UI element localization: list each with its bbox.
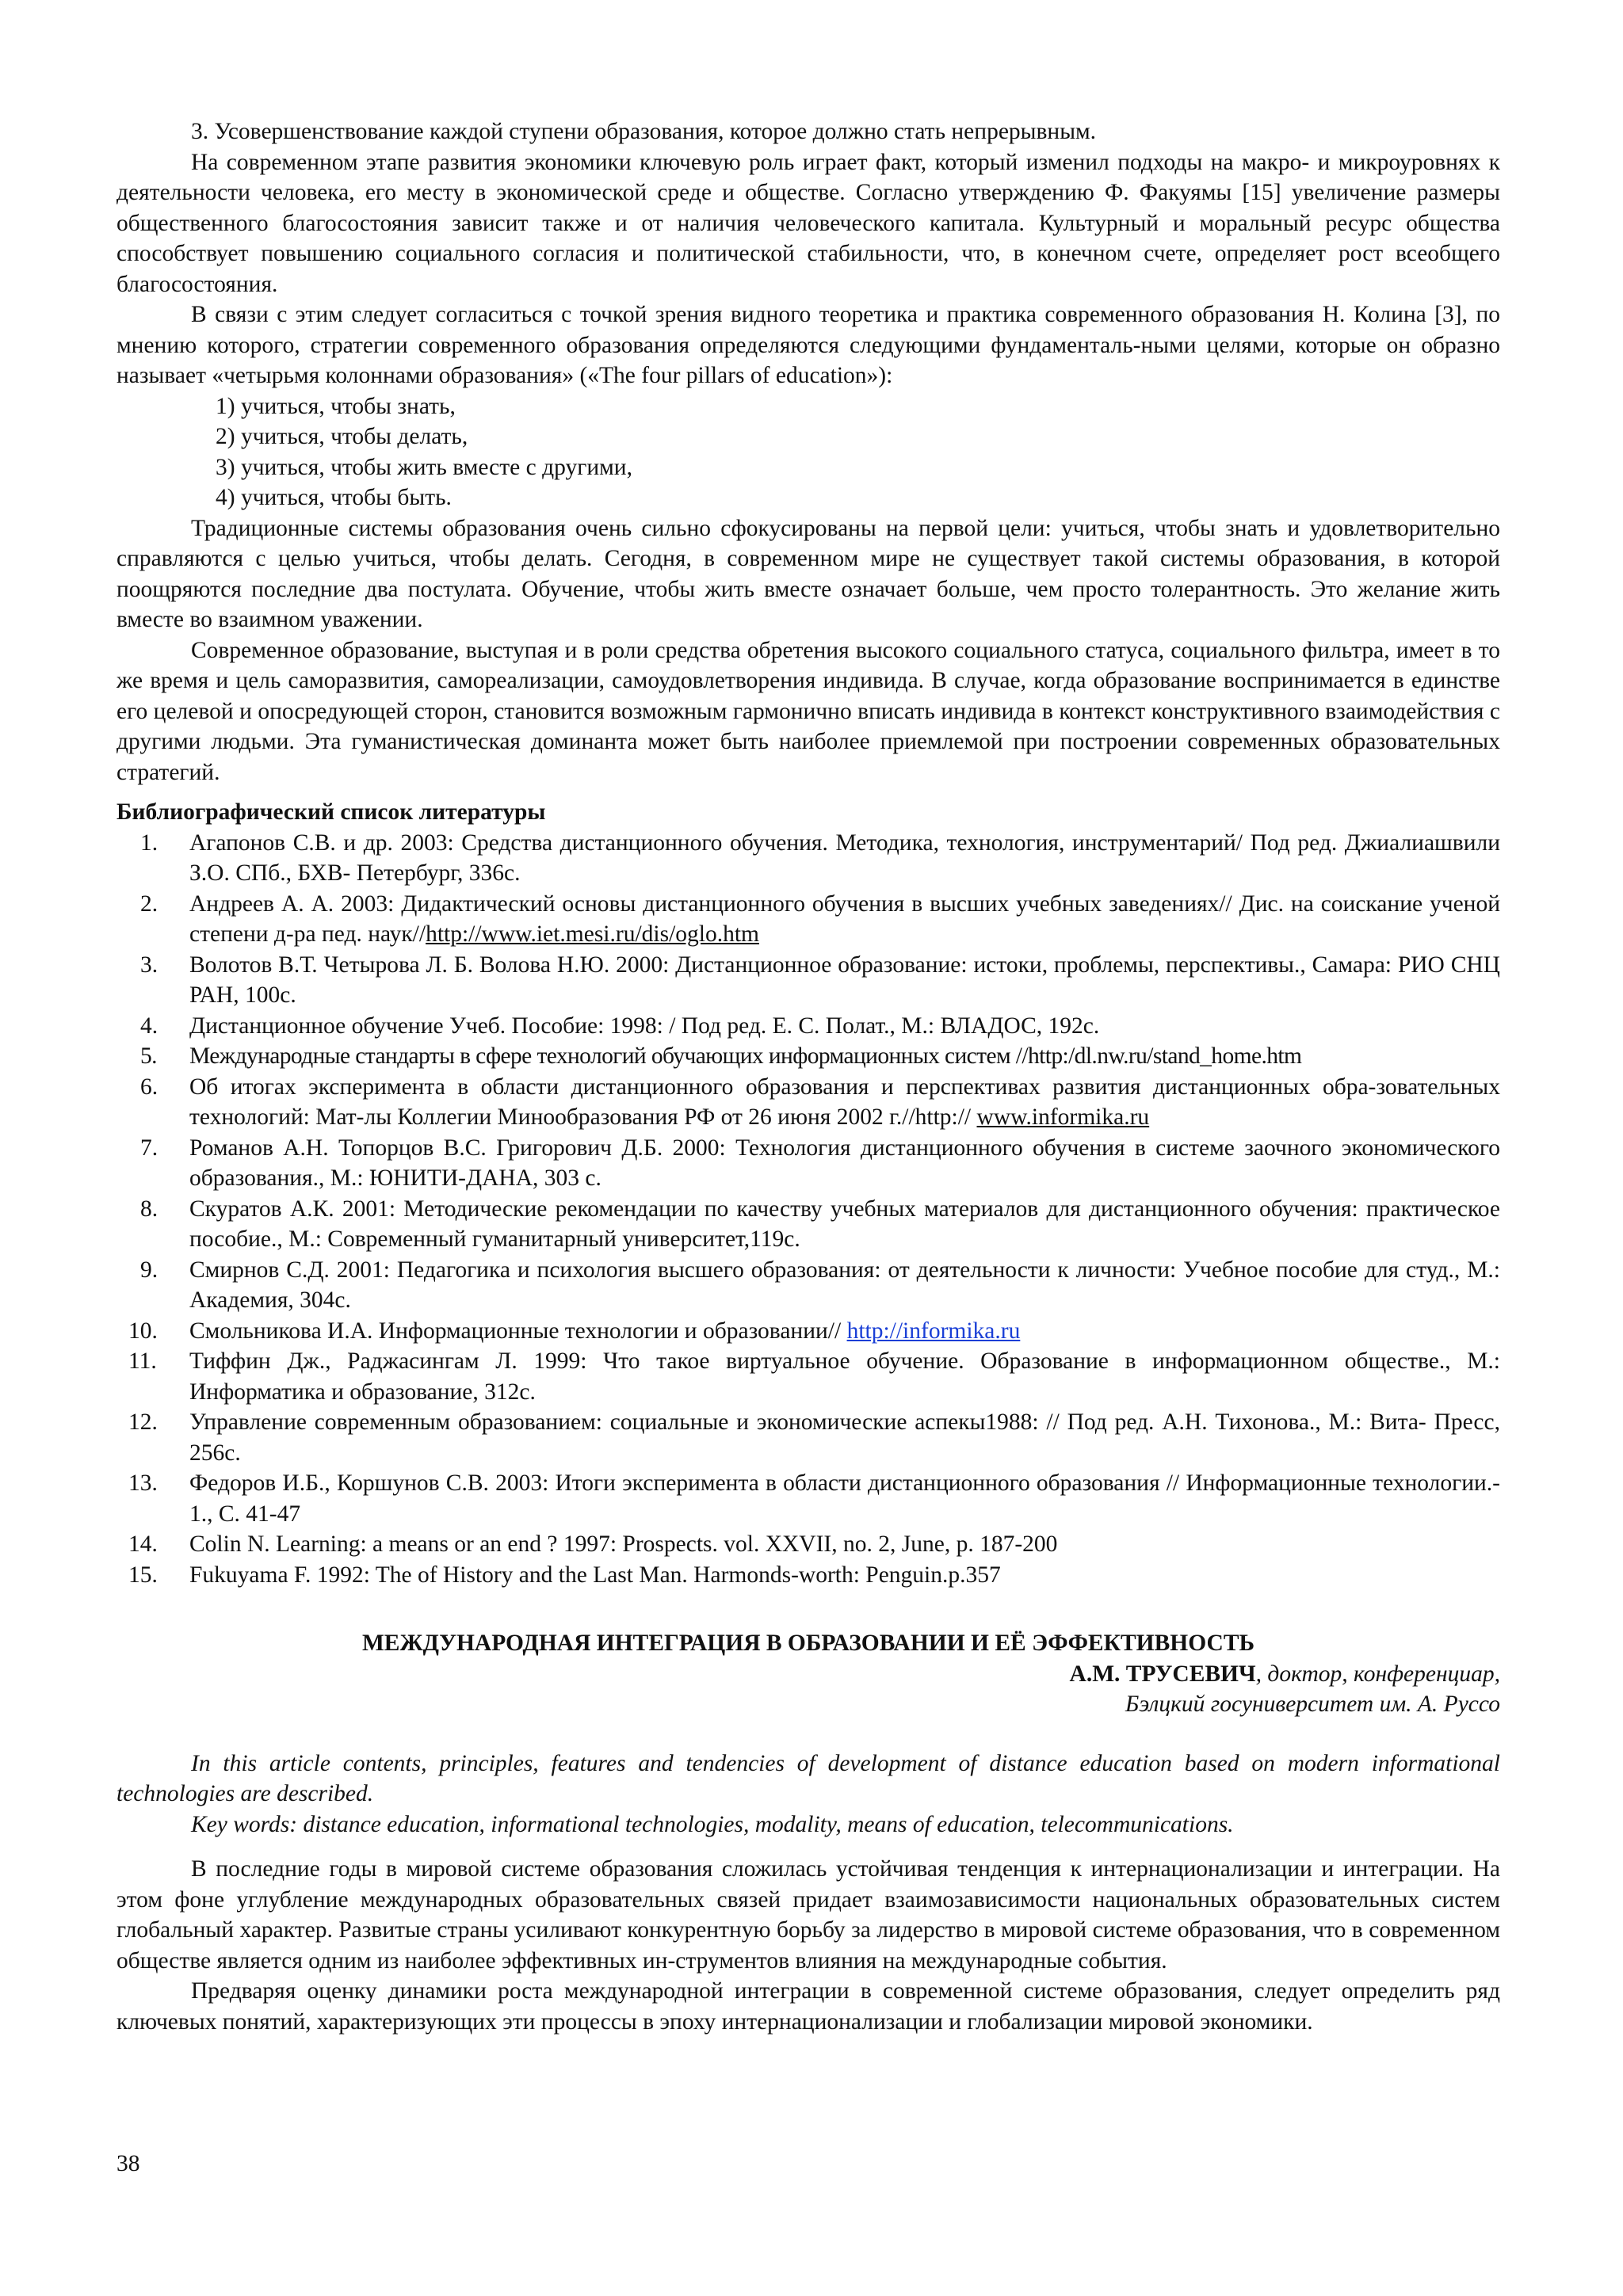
reference-text: Романов А.Н. Топорцов В.С. Григорович Д.Б. 2000: Технология дистанционного обучения в системе заочного экономического образования., М.: ЮНИТИ-ДАНА, 303 с. xyxy=(189,1135,1500,1191)
reference-text: Управление современным образованием: социальные и экономические аспекы1988: // Под ред. А.Н. Тихонова., М.: Вита- Пресс, 256с. xyxy=(189,1409,1500,1466)
reference-text: Волотов В.Т. Четырова Л. Б. Волова Н.Ю. 2000: Дистанционное образование: истоки, проблемы, перспективы., Самара: РИО СНЦ РАН, 100с. xyxy=(189,952,1500,1008)
reference-text: Смольникова И.А. Информационные технологии и образовании// xyxy=(189,1318,847,1344)
paragraph-colin: В связи с этим следует согласиться с точкой зрения видного теоретика и практика современного образования Н. Колина [3], по мнению которого, стратегии современного образования определяются следующими фундаменталь-ными целями, которые он образно называет «четырьмя колоннами образования» («The four pillars of education»): xyxy=(116,302,1500,388)
reference-link[interactable]: http://informika.ru xyxy=(846,1318,1021,1344)
reference-item xyxy=(116,889,1500,950)
reference-item xyxy=(116,1194,1500,1255)
reference-text: Fukuyama F. 1992: The of History and the Last Man. Harmonds-worth: Penguin.p.357 xyxy=(189,1562,1001,1588)
reference-item xyxy=(116,1407,1500,1468)
bibliography-heading: Библиографический список литературы xyxy=(116,799,546,825)
reference-number: 7. xyxy=(140,1135,158,1161)
author-affiliation: Бэлцкий госуниверситет им. А. Руссо xyxy=(1125,1691,1500,1717)
reference-item xyxy=(116,950,1500,1011)
text-column xyxy=(116,116,1500,2037)
reference-number: 4. xyxy=(140,1013,158,1039)
reference-number: 10. xyxy=(128,1318,158,1344)
reference-number: 5. xyxy=(140,1043,157,1069)
reference-item xyxy=(116,1072,1500,1133)
pillar-item: 2) учиться, чтобы делать, xyxy=(216,424,468,449)
author-role: , доктор, конференциар, xyxy=(1255,1661,1500,1687)
article-title: МЕЖДУНАРОДНАЯ ИНТЕГРАЦИЯ В ОБРАЗОВАНИИ И ЕЁ ЭФФЕКТИВНОСТЬ xyxy=(361,1630,1255,1656)
bibliography-list xyxy=(116,828,1500,1591)
reference-item xyxy=(116,1346,1500,1407)
author-name: А.М. ТРУСЕВИЧ xyxy=(1069,1661,1256,1687)
reference-item xyxy=(116,828,1500,889)
reference-text: Тиффин Дж., Раджасингам Л. 1999: Что такое виртуальное обучение. Образование в информационном обществе., М.: Информатика и образование, 312с. xyxy=(189,1348,1500,1405)
reference-text: Дистанционное обучение Учеб. Пособие: 1998: / Под ред. Е. С. Полат., М.: ВЛАДОС, 192с. xyxy=(189,1013,1100,1039)
page-number: 38 xyxy=(116,2151,140,2176)
article-keywords: Key words: distance education, informational technologies, modality, means of education, telecommunications. xyxy=(191,1811,1234,1837)
reference-text: Colin N. Learning: a means or an end ? 1997: Prospects. vol. XXVII, no. 2, June, p. 187-200 xyxy=(189,1531,1058,1557)
reference-item xyxy=(116,1041,1500,1072)
reference-text: Международные стандарты в сфере технологий обучающих информационных систем //http:/dl.nw.ru/stand_home.htm xyxy=(189,1043,1302,1069)
reference-item xyxy=(116,1316,1500,1347)
reference-text: Федоров И.Б., Коршунов С.В. 2003: Итоги эксперимента в области дистанционного образования // Информационные технологии.- 1., С. 41-47 xyxy=(189,1470,1500,1527)
paragraph-traditional: Традиционные системы образования очень сильно сфокусированы на первой цели: учиться, чтобы знать и удовлетворительно справляются с целью учиться, чтобы делать. Сегодня, в современном мире не существует такой системы образования, в которой поощряются последние два постулата. Обучение, чтобы жить вместе означает больше, чем просто толерантность. Это желание жить вместе во взаимном уважении. xyxy=(116,515,1500,632)
reference-item xyxy=(116,1560,1500,1591)
reference-text: Об итогах эксперимента в области дистанционного образования и перспективах развития дистанционных обра-зовательных технологий: Мат-лы Коллегии Минообразования РФ от 26 июня 2002 г.//http:// xyxy=(189,1074,1500,1130)
article-abstract: In this article contents, principles, features and tendencies of development of distance education based on modern informational technologies are described. xyxy=(116,1750,1500,1806)
paragraph-economy: На современном этапе развития экономики ключевую роль играет факт, который изменил подходы на макро- и микроуровнях к деятельности человека, его месту в экономической среде и обществе. Согласно утверждению Ф. Факуямы [15] увеличение размеры общественного благосостояния зависит также и от наличия человеческого капитала. Культурный и моральный ресурс общества способствует повышению социального согласия и политической стабильности, что, в конечном счете, определяет рост всеобщего благосостояния. xyxy=(116,149,1500,297)
reference-number: 2. xyxy=(140,891,158,917)
reference-number: 3. xyxy=(140,952,158,978)
reference-item xyxy=(116,1011,1500,1042)
reference-link[interactable]: http://www.iet.mesi.ru/dis/oglo.htm xyxy=(426,921,759,947)
reference-number: 14. xyxy=(128,1531,158,1557)
reference-number: 11. xyxy=(128,1348,157,1374)
reference-text: Андреев А. А. 2003: Дидактический основы дистанционного обучения в высших учебных заведениях// Дис. на соискание ученой степени д-ра пед. наук// xyxy=(189,891,1500,947)
pillar-item: 1) учиться, чтобы знать, xyxy=(216,393,456,419)
reference-number: 13. xyxy=(128,1470,158,1496)
reference-number: 15. xyxy=(128,1562,158,1588)
reference-link[interactable]: www.informika.ru xyxy=(976,1104,1150,1130)
reference-number: 6. xyxy=(140,1074,158,1100)
paragraph-modern: Современное образование, выступая и в роли средства обретения высокого социального статуса, социального фильтра, имеет в то же время и цель саморазвития, самореализации, самоудовлетворения индивида. В случае, когда образование воспринимается в единстве его целевой и опосредующей сторон, становится возможным гармонично вписать индивида в контекст конструктивного взаимодействия с другими людьми. Эта гуманистическая доминанта может быть наиболее приемлемой при построении современных образовательных стратегий. xyxy=(116,637,1500,785)
reference-item xyxy=(116,1133,1500,1194)
reference-number: 9. xyxy=(140,1257,158,1283)
reference-number: 1. xyxy=(140,830,158,856)
article-author xyxy=(116,1659,1500,1690)
list-item-3: 3. Усовершенствование каждой ступени образования, которое должно стать непрерывным. xyxy=(191,119,1097,144)
pillar-item: 4) учиться, чтобы быть. xyxy=(216,485,452,510)
reference-item xyxy=(116,1529,1500,1560)
reference-text: Скуратов А.К. 2001: Методические рекомендации по качеству учебных материалов для дистанционного обучения: практическое пособие., М.: Современный гуманитарный университет,119с. xyxy=(189,1196,1500,1252)
reference-item xyxy=(116,1468,1500,1529)
article-paragraph: В последние годы в мировой системе образования сложилась устойчивая тенденция к интернационализации и интеграции. На этом фоне углубление международных образовательных связей придает взаимозависимости национальных образовательных систем глобальный характер. Развитые страны усиливают конкурентную борьбу за лидерство в мировой системе образования, что в современном обществе является одним из наиболее эффективных ин-струментов влияния на международные события. xyxy=(116,1856,1500,1974)
reference-text: Агапонов С.В. и др. 2003: Средства дистанционного обучения. Методика, технология, инструментарий/ Под ред. Джиалиашвили З.О. СПб., БХВ- Петербург, 336с. xyxy=(189,830,1500,886)
reference-number: 12. xyxy=(128,1409,158,1435)
reference-item xyxy=(116,1255,1500,1316)
reference-number: 8. xyxy=(140,1196,158,1222)
reference-text: Смирнов С.Д. 2001: Педагогика и психология высшего образования: от деятельности к личности: Учебное пособие для студ., М.: Академия, 304с. xyxy=(189,1257,1500,1313)
article-paragraph: Предваряя оценку динамики роста международной интеграции в современной системе образования, следует определить ряд ключевых понятий, характеризующих эти процессы в эпоху интернационализации и глобализации мировой экономики. xyxy=(116,1978,1500,2035)
pillar-item: 3) учиться, чтобы жить вместе с другими, xyxy=(216,454,632,480)
